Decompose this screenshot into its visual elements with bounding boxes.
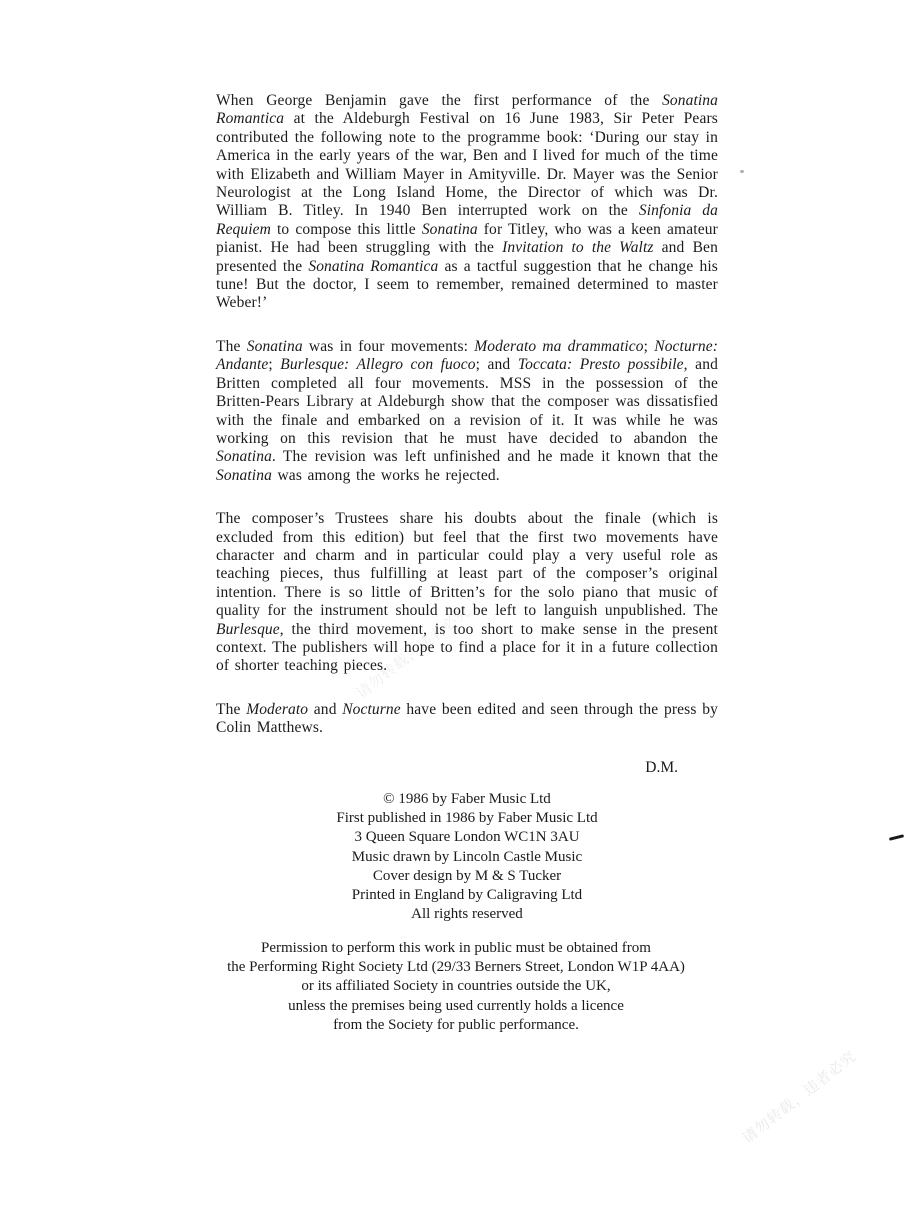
performance-permission-block xyxy=(163,939,749,1035)
colophon-block xyxy=(216,790,718,924)
colophon-line: 3 Queen Square London WC1N 3AU xyxy=(354,829,580,846)
paragraph-movements: The Sonatina was in four movements: Moderato ma drammatico; Nocturne: Andante; Burlesque: Allegro con fuoco; and Toccata: Presto possibile, and Britten completed all four movements. MSS in the possession of the Britten-Pears Library at Aldeburgh show that the composer was dissatisfied with the finale and embarked on a revision of it. It was while he was working on this revision that he must have decided to abandon the Sonatina. The revision was left unfinished and he made it known that the Sonatina was among the works he rejected. xyxy=(216,337,719,484)
colophon-line: Printed in England by Caligraving Ltd xyxy=(351,887,583,904)
colophon-line: Music drawn by Lincoln Castle Music xyxy=(351,848,583,865)
paragraph-editing: The Moderato and Nocturne have been edited and seen through the press by Colin Matthews. xyxy=(216,700,718,737)
colophon-line: Cover design by M & S Tucker xyxy=(372,867,562,884)
paragraph-programme-note: When George Benjamin gave the first performance of the Sonatina Romantica at the Aldeburgh Festival on 16 June 1983, Sir Peter Pears contributed the following note to the programme book: ‘During our stay in America in the early years of the war, Ben and I lived for much of the time with Elizabeth and William Mayer in Amityville. Dr. Mayer was the Senior Neurologist at the Long Island Home, the Director of which was Dr. William B. Titley. In 1940 Ben interrupted work on the Sinfonia da Requiem to compose this little Sonatina for Titley, who was a keen amateur pianist. He had been struggling with the Invitation to the Waltz and Ben presented the Sonatina Romantica as a tactful suggestion that he change his tune! But the doctor, I seem to remember, remained determined to master Weber!’ xyxy=(216,92,718,312)
colophon-line: First published in 1986 by Faber Music Ltd xyxy=(336,810,598,827)
body-text-column xyxy=(216,92,718,777)
permission-line: or its affiliated Society in countries outside the UK, xyxy=(301,978,611,995)
permission-line: unless the premises being used currently holds a licence xyxy=(288,997,624,1014)
paragraph-trustees: The composer’s Trustees share his doubts about the finale (which is excluded from this edition) but feel that the first two movements have character and charm and in particular could play a very useful role as teaching pieces, thus fulfilling at least part of the composer’s original intention. There is so little of Britten’s for the solo piano that music of quality for the instrument should not be left to languish unpublished. The Burlesque, the third movement, is too short to make sense in the present context. The publishers will hope to find a place for it in a future collection of shorter teaching pieces. xyxy=(216,510,718,675)
scan-speck-mark xyxy=(740,170,744,173)
editor-initials: D.M. xyxy=(645,758,678,776)
permission-line: the Performing Right Society Ltd (29/33 Berners Street, London W1P 4AA) xyxy=(227,959,685,976)
colophon-line: © 1986 by Faber Music Ltd xyxy=(383,791,551,807)
permission-line: from the Society for public performance. xyxy=(333,1016,579,1033)
colophon-line: All rights reserved xyxy=(411,906,523,923)
permission-line: Permission to perform this work in public must be obtained from xyxy=(261,940,651,956)
diagonal-watermark-bottom-right: 请勿转载，违者必究 xyxy=(739,1048,860,1147)
pencil-dash-mark xyxy=(889,834,904,841)
diagonal-watermark-middle: 请勿转载，违者必究 xyxy=(353,603,474,702)
